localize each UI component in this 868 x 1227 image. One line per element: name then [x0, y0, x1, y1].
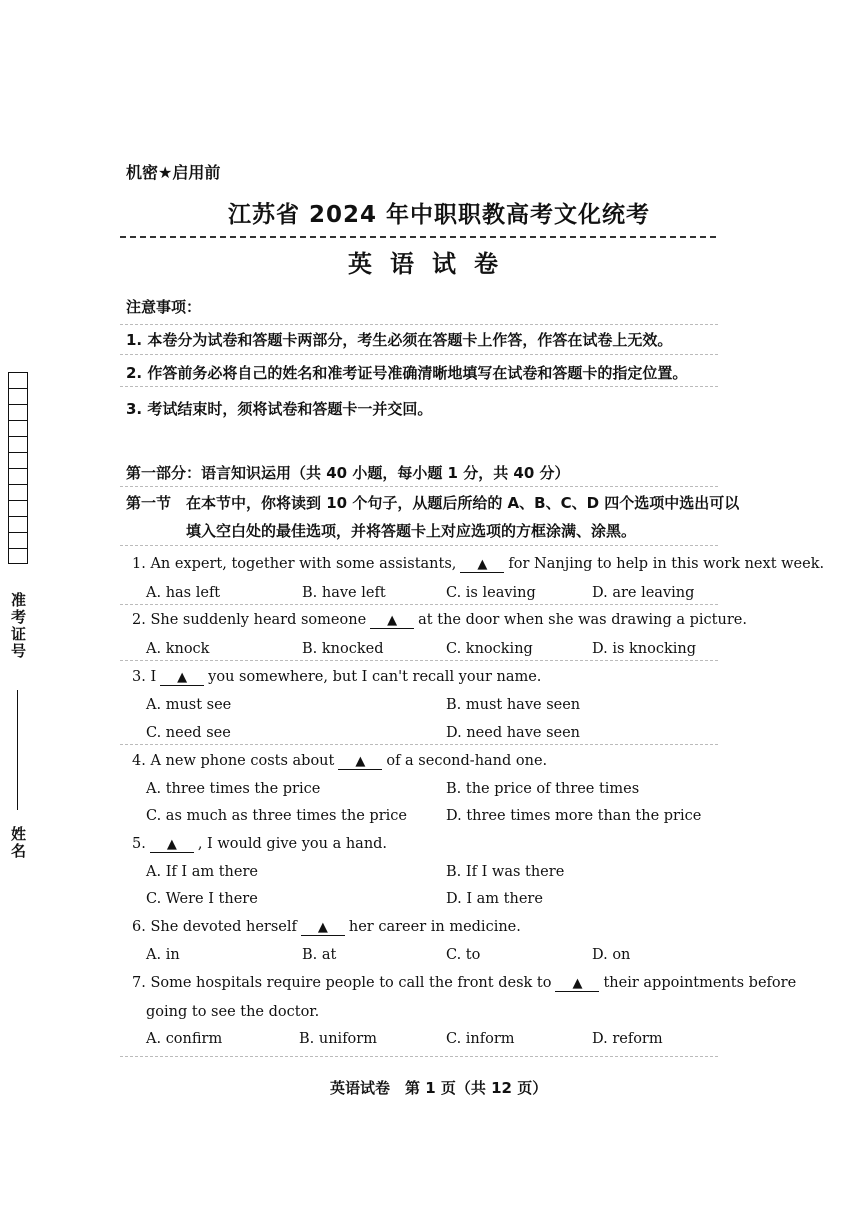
section-instructions-line1: 在本节中，你将读到 10 个句子，从题后所给的 A、B、C、D 四个选项中选出可以 [186, 494, 740, 512]
option-b: B. must have seen [446, 697, 581, 713]
subject-title: 英语试卷 [348, 250, 516, 278]
triangle-icon: ▲ [477, 557, 488, 572]
exam-id-boxes [8, 372, 28, 564]
part-title: 第一部分：语言知识运用（共 40 小题，每小题 1 分，共 40 分） [126, 464, 570, 482]
triangle-icon: ▲ [166, 837, 177, 852]
question-stem: of a second-hand one. [386, 753, 548, 769]
question-5 [132, 836, 387, 853]
question-stem: 3. I [132, 669, 157, 685]
question-stem: their appointments before [603, 975, 797, 991]
triangle-icon: ▲ [572, 976, 583, 991]
divider [120, 744, 718, 745]
option-b: B. knocked [302, 641, 384, 657]
option-d: D. are leaving [592, 585, 695, 601]
exam-id-box [8, 388, 28, 404]
option-a: A. three times the price [146, 781, 321, 797]
question-stem: 4. A new phone costs about [132, 753, 335, 769]
option-d: D. on [592, 947, 631, 963]
title-divider [120, 236, 716, 238]
option-b: B. at [302, 947, 337, 963]
name-line [17, 690, 18, 810]
section-instructions-line2: 填入空白处的最佳选项，并将答题卡上对应选项的方框涂满、涂黑。 [186, 522, 637, 540]
option-c: C. as much as three times the price [146, 808, 407, 824]
question-7 [132, 975, 797, 992]
exam-id-label: 准考证号 [9, 592, 27, 660]
question-4 [132, 753, 547, 770]
option-c: C. inform [446, 1031, 515, 1047]
option-a: A. has left [146, 585, 221, 601]
exam-id-box [8, 500, 28, 516]
divider [120, 1056, 718, 1057]
answer-blank [555, 975, 599, 992]
divider [120, 545, 718, 546]
answer-blank [150, 836, 194, 853]
option-a: A. confirm [146, 1031, 223, 1047]
notice-item-2: 2. 作答前务必将自己的姓名和准考证号准确清晰地填写在试卷和答题卡的指定位置。 [126, 364, 688, 382]
question-stem: you somewhere, but I can't recall your name. [208, 669, 542, 685]
question-stem: her career in medicine. [348, 919, 521, 935]
notice-item-3: 3. 考试结束时，须将试卷和答题卡一并交回。 [126, 400, 433, 418]
divider [120, 660, 718, 661]
exam-id-box [8, 532, 28, 548]
divider [120, 324, 718, 325]
triangle-icon: ▲ [355, 754, 366, 769]
answer-blank [370, 612, 414, 629]
option-d: D. need have seen [446, 725, 581, 741]
triangle-icon: ▲ [177, 670, 188, 685]
exam-id-box [8, 436, 28, 452]
option-b: B. have left [302, 585, 386, 601]
question-stem: 2. She suddenly heard someone [132, 612, 367, 628]
confidential-mark: 机密★启用前 [126, 163, 221, 182]
option-c: C. Were I there [146, 891, 258, 907]
question-6 [132, 919, 521, 936]
question-stem: , I would give you a hand. [197, 836, 388, 852]
option-b: B. If I was there [446, 864, 565, 880]
exam-id-box [8, 468, 28, 484]
question-stem: 6. She devoted herself [132, 919, 297, 935]
question-stem: 5. [132, 836, 146, 852]
option-b: B. the price of three times [446, 781, 640, 797]
option-a: A. knock [146, 641, 210, 657]
option-a: A. must see [146, 697, 232, 713]
question-stem: at the door when she was drawing a picture. [418, 612, 747, 628]
option-c: C. to [446, 947, 481, 963]
triangle-icon: ▲ [387, 613, 398, 628]
answer-blank [460, 556, 504, 573]
question-stem: 1. An expert, together with some assistants, [132, 556, 457, 572]
exam-id-box [8, 484, 28, 500]
answer-blank [338, 753, 382, 770]
name-label: 姓名 [9, 826, 27, 860]
question-2 [132, 612, 747, 629]
triangle-icon: ▲ [317, 920, 328, 935]
option-a: A. in [146, 947, 180, 963]
divider [120, 604, 718, 605]
notice-item-1: 1. 本卷分为试卷和答题卡两部分，考生必须在答题卡上作答，作答在试卷上无效。 [126, 331, 673, 349]
section-label: 第一节 [126, 494, 172, 512]
option-c: C. knocking [446, 641, 533, 657]
notice-title: 注意事项： [126, 298, 202, 316]
exam-title: 江苏省 2024 年中职职教高考文化统考 [228, 202, 651, 228]
exam-id-box [8, 404, 28, 420]
question-1 [132, 556, 824, 573]
option-a: A. If I am there [146, 864, 258, 880]
answer-blank [301, 919, 345, 936]
question-7-continued: going to see the doctor. [146, 1004, 320, 1020]
option-d: D. reform [592, 1031, 663, 1047]
exam-id-box [8, 372, 28, 388]
question-3 [132, 669, 541, 686]
answer-blank [160, 669, 204, 686]
exam-id-box [8, 516, 28, 532]
question-stem: for Nanjing to help in this work next week. [508, 556, 825, 572]
option-c: C. is leaving [446, 585, 536, 601]
option-d: D. three times more than the price [446, 808, 702, 824]
divider [120, 354, 718, 355]
option-d: D. I am there [446, 891, 543, 907]
question-stem: 7. Some hospitals require people to call the front desk to [132, 975, 552, 991]
exam-id-box [8, 420, 28, 436]
binding-strip [0, 0, 60, 1227]
page-footer: 英语试卷 第 1 页（共 12 页） [330, 1079, 548, 1097]
divider [120, 486, 718, 487]
exam-id-box [8, 548, 28, 564]
option-d: D. is knocking [592, 641, 697, 657]
option-b: B. uniform [299, 1031, 377, 1047]
option-c: C. need see [146, 725, 231, 741]
exam-id-box [8, 452, 28, 468]
divider [120, 386, 718, 387]
